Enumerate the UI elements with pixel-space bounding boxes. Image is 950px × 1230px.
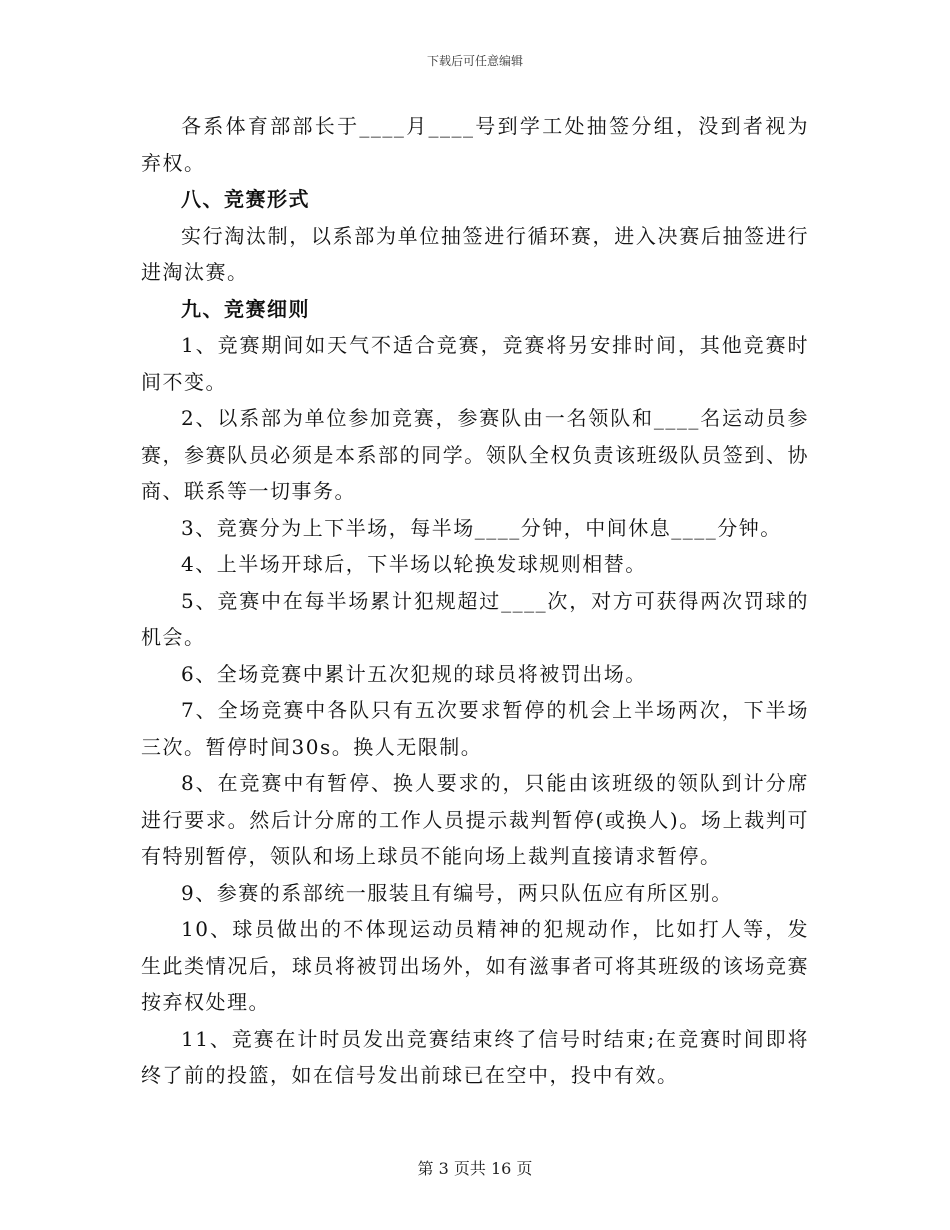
section-heading-competition-format: 八、竞赛形式 <box>181 187 310 211</box>
page-header: 下载后可任意编辑 <box>426 54 523 68</box>
paragraph-competition-format: 实行淘汰制，以系部为单位抽签进行循环赛，进入决赛后抽签进行进淘汰赛。 <box>141 223 809 284</box>
rule-item-10: 10、球员做出的不体现运动员精神的犯规动作，比如打人等，发生此类情况后，球员将被罚出场外，如有滋事者可将其班级的该场竞赛按弃权处理。 <box>141 917 809 1014</box>
rule-item-3: 3、竞赛分为上下半场，每半场____分钟，中间休息____分钟。 <box>181 515 782 540</box>
page-footer: 第 3 页共 16 页 <box>417 1159 533 1178</box>
rule-item-2: 2、以系部为单位参加竞赛，参赛队由一名领队和____名运动员参赛，参赛队员必须是本系部的同学。领队全权负责该班级队员签到、协商、联系等一切事务。 <box>141 406 809 503</box>
section-heading-competition-rules: 九、竞赛细则 <box>181 296 310 321</box>
document-body <box>141 108 809 1094</box>
rule-item-11: 11、竞赛在计时员发出竞赛结束终了信号时结束;在竞赛时间即将终了前的投篮，如在信号发出前球已在空中，投中有效。 <box>141 1026 809 1087</box>
rule-item-7: 7、全场竞赛中各队只有五次要求暂停的机会上半场两次，下半场三次。暂停时间30s。换人无限制。 <box>141 698 809 759</box>
rule-item-6: 6、全场竞赛中累计五次犯规的球员将被罚出场。 <box>181 661 647 686</box>
rule-item-1: 1、竞赛期间如天气不适合竞赛，竞赛将另安排时间，其他竞赛时间不变。 <box>141 333 809 394</box>
rule-item-9: 9、参赛的系部统一服装且有编号，两只队伍应有所区别。 <box>181 880 733 905</box>
rule-item-8: 8、在竞赛中有暂停、换人要求的，只能由该班级的领队到计分席进行要求。然后计分席的工作人员提示裁判暂停(或换人)。场上裁判可有特别暂停，领队和场上球员不能向场上裁判直接请求暂停。 <box>141 771 809 868</box>
rule-item-5: 5、竞赛中在每半场累计犯规超过____次，对方可获得两次罚球的机会。 <box>141 588 809 649</box>
paragraph-draw-lots: 各系体育部部长于____月____号到学工处抽签分组，没到者视为弃权。 <box>141 114 809 175</box>
rule-item-4: 4、上半场开球后，下半场以轮换发球规则相替。 <box>181 552 647 576</box>
